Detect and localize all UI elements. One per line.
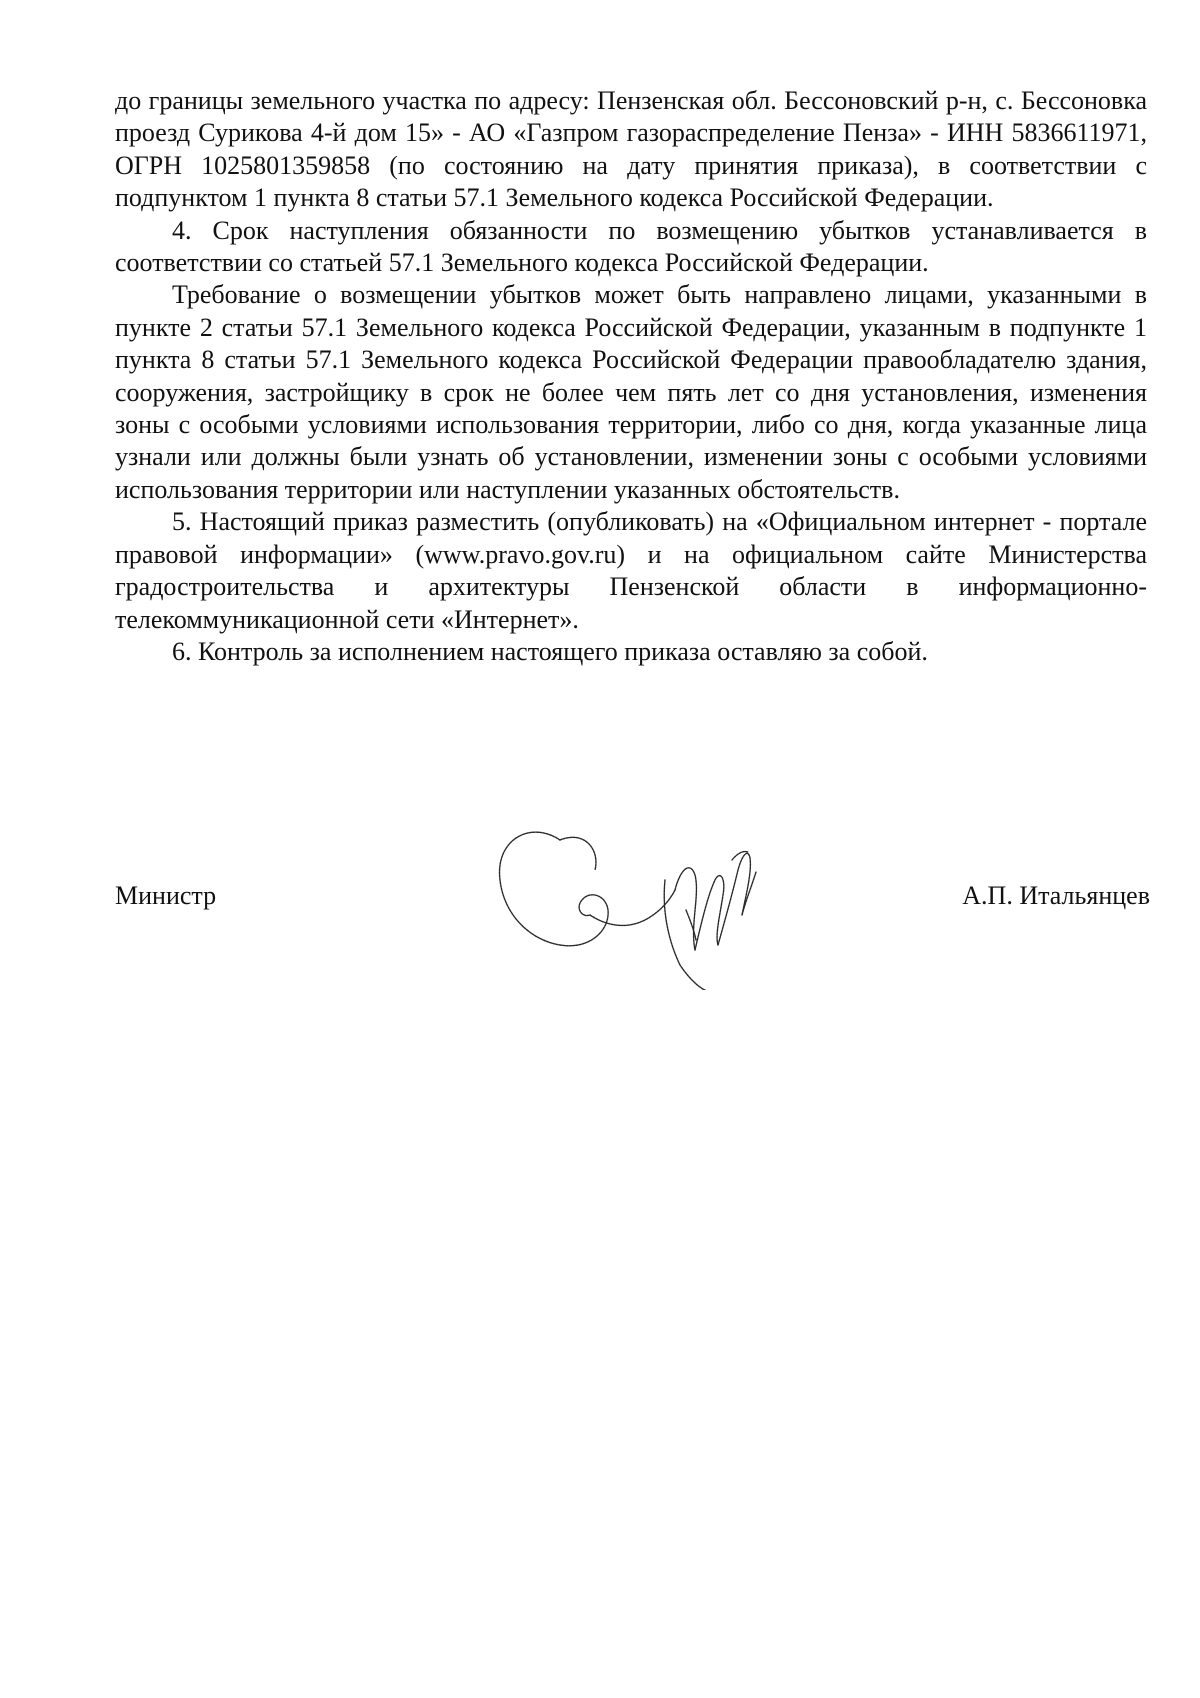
paragraph-item-6: 6. Контроль за исполнением настоящего приказа оставляю за собой. bbox=[172, 636, 928, 666]
handwritten-signature bbox=[490, 800, 760, 990]
signatory-name: А.П. Итальянцев bbox=[962, 881, 1150, 910]
signature-block bbox=[115, 800, 1150, 1000]
paragraph-continuation: до границы земельного участка по адресу: Пензенская обл. Бессоновский р-н, с. Бессоновка проезд Сурикова 4-й дом 15» - АО «Газпром газораспределение Пенза» - ИНН 5836611971, ОГРН 1025801359858 (по состоянию на дату принятия приказа), в соответствии с подпунктом 1 пункта 8 статьи 57.1 Земельного кодекса Российской Федерации. bbox=[115, 86, 1147, 213]
paragraph-item-4: 4. Срок наступления обязанности по возмещению убытков устанавливается в соответствии со статьей 57.1 Земельного кодекса Российской Федерации. bbox=[115, 215, 1147, 278]
paragraph-claim: Требование о возмещении убытков может быть направлено лицами, указанными в пункте 2 статьи 57.1 Земельного кодекса Российской Федерации, указанным в подпункте 1 пункта 8 статьи 57.1 Земельного кодекса Российской Федерации правообладателю здания, сооружения, застройщику в срок не более чем пять лет со дня установления, изменения зоны с особыми условиями использования территории, либо со дня, когда указанные лица узнали или должны были узнать об установлении, изменении зоны с особыми условиями использования территории или наступлении указанных обстоятельств. bbox=[115, 280, 1147, 504]
signatory-role: Министр bbox=[115, 881, 217, 910]
document-body bbox=[115, 85, 1147, 668]
paragraph-item-5: 5. Настоящий приказ разместить (опубликовать) на «Официальном интернет - портале правовой информации» (www.pravo.gov.ru) и на официальном сайте Министерства градостроительства и архитектуры Пензенской области в информационно-телекоммуникационной сети «Интернет». bbox=[115, 507, 1147, 634]
